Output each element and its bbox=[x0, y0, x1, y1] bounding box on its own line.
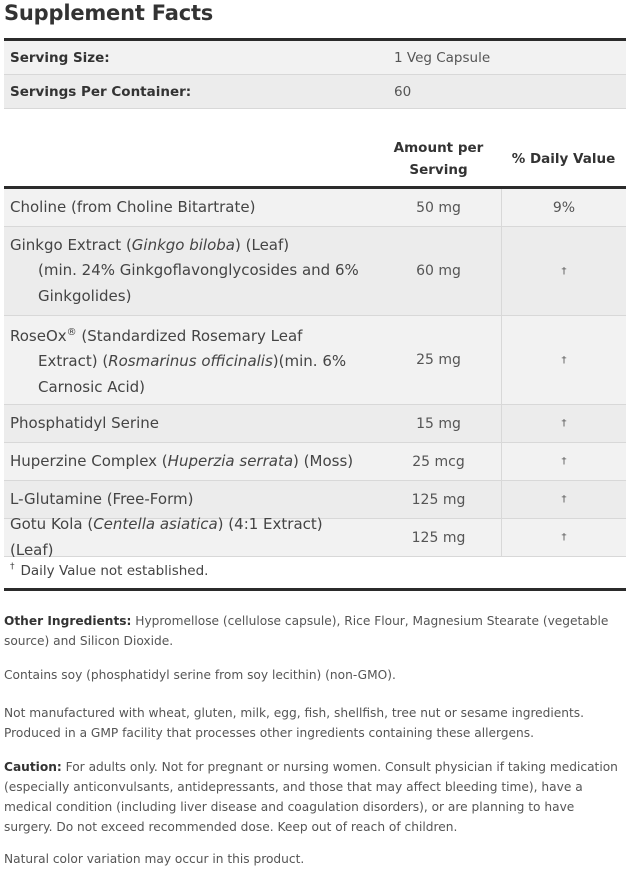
name-continuation: Carnosic Acid) bbox=[38, 377, 146, 396]
table-row bbox=[4, 227, 626, 316]
servings-per-container-value: 60 bbox=[394, 83, 412, 100]
amount-per-serving-header bbox=[376, 137, 501, 181]
ingredient-daily-value: † bbox=[501, 227, 626, 315]
footnote-text bbox=[4, 562, 208, 579]
other-ingredients-label: Other Ingredients: bbox=[4, 614, 132, 628]
caution-note bbox=[4, 757, 626, 837]
contains-soy-note: Contains soy (phosphatidyl serine from soy lecithin) (non-GMO). bbox=[4, 668, 396, 682]
ingredient-daily-value: † bbox=[501, 405, 626, 442]
name-text: ) (4:1 Extract) (Leaf) bbox=[10, 515, 323, 559]
ingredient-name: Choline (from Choline Bitartrate) bbox=[10, 197, 256, 216]
ingredient-daily-value: † bbox=[501, 443, 626, 480]
latin-name: Ginkgo biloba bbox=[131, 235, 235, 254]
page-title: Supplement Facts bbox=[4, 1, 214, 25]
other-ingredients bbox=[4, 611, 626, 651]
name-text: (Standardized Rosemary Leaf bbox=[76, 326, 303, 345]
amount-header-line1: Amount per bbox=[393, 140, 484, 156]
servings-per-container-row bbox=[4, 75, 626, 109]
ingredient-amount: 125 mg bbox=[411, 491, 466, 508]
ingredient-amount: 25 mcg bbox=[412, 453, 465, 470]
dagger-symbol: † bbox=[10, 562, 15, 573]
name-text: Gotu Kola ( bbox=[10, 515, 94, 533]
ingredient-name bbox=[4, 449, 376, 475]
ingredient-daily-value: † bbox=[501, 481, 626, 518]
ingredient-daily-value: 9% bbox=[501, 189, 626, 226]
name-text: ) (Leaf) bbox=[235, 235, 290, 254]
table-row bbox=[4, 405, 626, 443]
footnote bbox=[4, 553, 626, 591]
serving-size-value: 1 Veg Capsule bbox=[394, 49, 491, 66]
servings-per-container-label: Servings Per Container: bbox=[10, 83, 192, 100]
caution-label: Caution: bbox=[4, 760, 62, 774]
registered-mark: ® bbox=[66, 326, 77, 338]
latin-name: Centella asiatica bbox=[93, 515, 218, 533]
ingredient-name bbox=[4, 233, 376, 310]
name-text: Huperzine Complex ( bbox=[10, 451, 168, 470]
facts-table-header bbox=[4, 132, 626, 189]
name-text: )(min. 6% bbox=[272, 352, 347, 371]
latin-name: Huperzia serrata bbox=[167, 451, 294, 470]
serving-size-row bbox=[4, 41, 626, 75]
latin-name: Rosmarinus officinalis bbox=[108, 352, 273, 371]
footnote-body: Daily Value not established. bbox=[20, 562, 209, 579]
ingredient-daily-value: † bbox=[501, 519, 626, 556]
name-continuation: Ginkgolides) bbox=[38, 286, 132, 305]
table-row bbox=[4, 189, 626, 227]
name-text: Extract) ( bbox=[38, 352, 109, 371]
name-text: RoseOx bbox=[10, 326, 67, 345]
amount-header-line2: Serving bbox=[409, 162, 468, 178]
caution-text: For adults only. Not for pregnant or nursing women. Consult physician if taking medication (especially anticonvulsants, antidepressants, and those that may affect bleeding time), have a medical condition (including liver disease and coagulation disorders), or are planning to have surgery. Do not exceed recommended dose. Keep out of reach of children. bbox=[4, 760, 618, 834]
serving-size-label: Serving Size: bbox=[10, 49, 110, 66]
allergen-note: Not manufactured with wheat, gluten, milk, egg, fish, shellfish, tree nut or sesame ingredients. Produced in a GMP facility that processes other ingredients containing these allergens. bbox=[4, 706, 585, 740]
ingredient-amount: 125 mg bbox=[411, 529, 466, 546]
name-text: ) (Moss) bbox=[293, 451, 354, 470]
name-continuation bbox=[10, 349, 370, 375]
ingredient-daily-value: † bbox=[501, 316, 626, 404]
ingredient-name: Phosphatidyl Serine bbox=[10, 413, 159, 432]
table-row bbox=[4, 515, 626, 559]
other-ingredients-text: Hypromellose (cellulose capsule), Rice Flour, Magnesium Stearate (vegetable source) and Silicon Dioxide. bbox=[4, 614, 609, 648]
color-variation-note: Natural color variation may occur in this product. bbox=[4, 852, 305, 866]
ingredient-amount: 60 mg bbox=[416, 263, 461, 279]
serving-info-table bbox=[4, 38, 626, 109]
ingredient-name: L-Glutamine (Free-Form) bbox=[10, 489, 194, 508]
table-row bbox=[4, 443, 626, 481]
daily-value-header: % Daily Value bbox=[511, 151, 616, 167]
ingredient-amount: 15 mg bbox=[416, 415, 461, 432]
name-text: Ginkgo Extract ( bbox=[10, 235, 132, 254]
facts-table bbox=[4, 189, 626, 557]
name-continuation: (min. 24% Ginkgoflavonglycosides and 6% bbox=[38, 261, 359, 280]
table-row bbox=[4, 316, 626, 405]
ingredient-name bbox=[4, 320, 376, 401]
ingredient-amount: 50 mg bbox=[416, 199, 461, 216]
ingredient-amount: 25 mg bbox=[416, 352, 461, 368]
